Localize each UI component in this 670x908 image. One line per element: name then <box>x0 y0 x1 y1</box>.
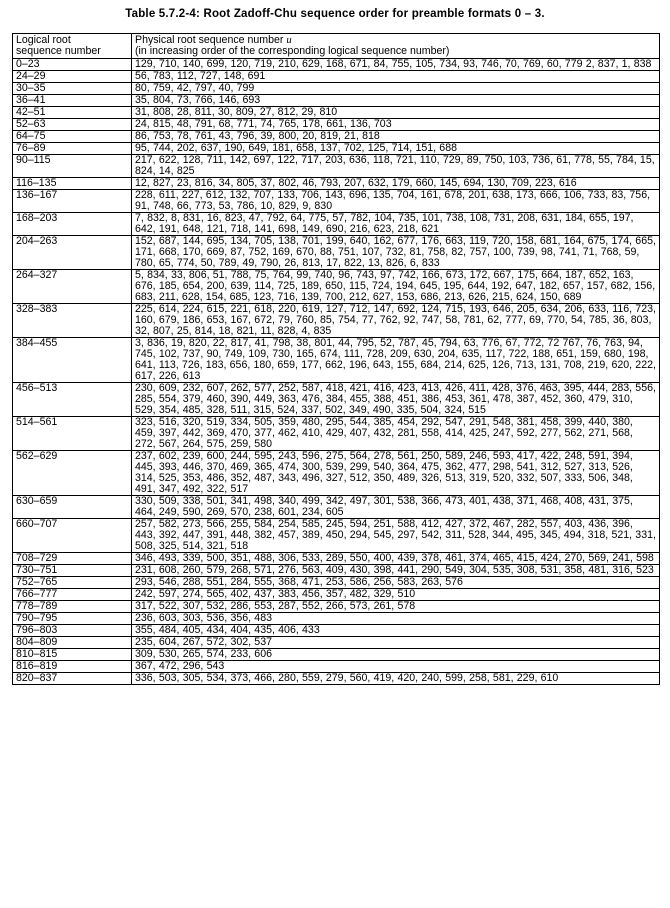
table-row <box>13 236 660 270</box>
logical-range-cell: 816–819 <box>13 661 132 673</box>
table-row <box>13 496 660 519</box>
physical-sequence-cell: 95, 744, 202, 637, 190, 649, 181, 658, 137, 702, 125, 714, 151, 688 <box>132 143 660 155</box>
physical-sequence-cell: 323, 516, 320, 519, 334, 505, 359, 480, 295, 544, 385, 454, 292, 547, 291, 548, 381, 458, 399, 440, 380, 459, 397, 442, 369, 470, 377, 462, 410, 429, 407, 432, 281, 558, 414, 425, 247, 592, 277, 562, 271, 568, 272, 567, 264, 575, 259, 580 <box>132 417 660 451</box>
physical-sequence-cell: 7, 832, 8, 831, 16, 823, 47, 792, 64, 775, 57, 782, 104, 735, 101, 738, 108, 731, 208, 631, 184, 655, 197, 642, 191, 648, 121, 718, 141, 698, 149, 690, 216, 623, 218, 621 <box>132 213 660 236</box>
logical-range-cell: 804–809 <box>13 637 132 649</box>
physical-root-symbol: u <box>286 35 292 46</box>
physical-sequence-cell: 231, 608, 260, 579, 268, 571, 276, 563, 409, 430, 398, 441, 290, 549, 304, 535, 308, 531, 358, 481, 316, 523 <box>132 565 660 577</box>
logical-range-cell: 116–135 <box>13 178 132 190</box>
physical-sequence-cell: 228, 611, 227, 612, 132, 707, 133, 706, 143, 696, 135, 704, 161, 678, 201, 638, 173, 666, 106, 733, 83, 756, 91, 748, 66, 773, 53, 786, 10, 829, 9, 830 <box>132 190 660 213</box>
logical-range-cell: 264–327 <box>13 270 132 304</box>
table-row <box>13 131 660 143</box>
logical-range-cell: 328–383 <box>13 304 132 338</box>
table-row <box>13 451 660 496</box>
column-header-physical-line2: (in increasing order of the corresponding logical sequence number) <box>135 45 450 57</box>
logical-range-cell: 514–561 <box>13 417 132 451</box>
logical-range-cell: 660–707 <box>13 519 132 553</box>
logical-range-cell: 204–263 <box>13 236 132 270</box>
physical-sequence-cell: 24, 815, 48, 791, 68, 771, 74, 765, 178, 661, 136, 703 <box>132 119 660 131</box>
physical-sequence-cell: 309, 530, 265, 574, 233, 606 <box>132 649 660 661</box>
physical-sequence-cell: 217, 622, 128, 711, 142, 697, 122, 717, 203, 636, 118, 721, 110, 729, 89, 750, 103, 736, 61, 778, 55, 784, 15, 824, 14, 825 <box>132 155 660 178</box>
table-row <box>13 673 660 685</box>
physical-sequence-cell: 293, 546, 288, 551, 284, 555, 368, 471, 253, 586, 256, 583, 263, 576 <box>132 577 660 589</box>
table-row <box>13 178 660 190</box>
logical-range-cell: 36–41 <box>13 95 132 107</box>
logical-range-cell: 52–63 <box>13 119 132 131</box>
table-row <box>13 601 660 613</box>
physical-sequence-cell: 367, 472, 296, 543 <box>132 661 660 673</box>
physical-sequence-cell: 237, 602, 239, 600, 244, 595, 243, 596, 275, 564, 278, 561, 250, 589, 246, 593, 417, 422, 248, 591, 394, 445, 393, 446, 370, 469, 365, 474, 300, 539, 299, 540, 364, 475, 362, 477, 298, 541, 312, 527, 313, 526, 314, 525, 353, 486, 352, 487, 343, 496, 327, 512, 350, 489, 326, 513, 319, 520, 332, 507, 333, 506, 348, 491, 347, 492, 322, 517 <box>132 451 660 496</box>
table-row <box>13 213 660 236</box>
logical-range-cell: 796–803 <box>13 625 132 637</box>
physical-sequence-cell: 346, 493, 339, 500, 351, 488, 306, 533, 289, 550, 400, 439, 378, 461, 374, 465, 415, 424, 270, 569, 241, 598 <box>132 553 660 565</box>
table-row <box>13 613 660 625</box>
table-row <box>13 417 660 451</box>
table-row <box>13 649 660 661</box>
physical-sequence-cell: 242, 597, 274, 565, 402, 437, 383, 456, 357, 482, 329, 510 <box>132 589 660 601</box>
physical-sequence-cell: 225, 614, 224, 615, 221, 618, 220, 619, 127, 712, 147, 692, 124, 715, 193, 646, 205, 634, 206, 633, 116, 723, 160, 679, 186, 653, 167, 672, 79, 760, 85, 754, 77, 762, 92, 747, 58, 781, 62, 777, 69, 770, 54, 785, 36, 803, 32, 807, 25, 814, 18, 821, 11, 828, 4, 835 <box>132 304 660 338</box>
physical-sequence-cell: 5, 834, 33, 806, 51, 788, 75, 764, 99, 740, 96, 743, 97, 742, 166, 673, 172, 667, 175, 664, 187, 652, 163, 676, 185, 654, 200, 639, 114, 725, 189, 650, 115, 724, 194, 645, 195, 644, 192, 647, 182, 657, 157, 682, 156, 683, 211, 628, 154, 685, 123, 716, 139, 700, 212, 627, 153, 686, 213, 626, 215, 624, 150, 689 <box>132 270 660 304</box>
logical-range-cell: 90–115 <box>13 155 132 178</box>
logical-range-cell: 630–659 <box>13 496 132 519</box>
table-row <box>13 338 660 383</box>
logical-range-cell: 168–203 <box>13 213 132 236</box>
table-row <box>13 270 660 304</box>
table-row <box>13 553 660 565</box>
logical-range-cell: 42–51 <box>13 107 132 119</box>
logical-range-cell: 384–455 <box>13 338 132 383</box>
physical-sequence-cell: 257, 582, 273, 566, 255, 584, 254, 585, 245, 594, 251, 588, 412, 427, 372, 467, 282, 557, 403, 436, 396, 443, 392, 447, 391, 448, 382, 457, 389, 450, 294, 545, 297, 542, 311, 528, 344, 495, 345, 494, 318, 521, 331, 508, 325, 514, 321, 518 <box>132 519 660 553</box>
table-row <box>13 107 660 119</box>
table-header-row <box>13 34 660 59</box>
logical-range-cell: 76–89 <box>13 143 132 155</box>
table-row <box>13 59 660 71</box>
table-row <box>13 71 660 83</box>
logical-range-cell: 562–629 <box>13 451 132 496</box>
table-row <box>13 119 660 131</box>
logical-range-cell: 752–765 <box>13 577 132 589</box>
column-header-logical-line1: Logical root <box>16 34 71 46</box>
physical-sequence-cell: 129, 710, 140, 699, 120, 719, 210, 629, 168, 671, 84, 755, 105, 734, 93, 746, 70, 769, 60, 779 2, 837, 1, 838 <box>132 59 660 71</box>
physical-sequence-cell: 355, 484, 405, 434, 404, 435, 406, 433 <box>132 625 660 637</box>
table-row <box>13 519 660 553</box>
column-header-physical-line1: Physical root sequence number <box>135 34 284 46</box>
zadoff-chu-table <box>12 33 660 685</box>
table-row <box>13 625 660 637</box>
table-row <box>13 589 660 601</box>
logical-range-cell: 456–513 <box>13 383 132 417</box>
logical-range-cell: 810–815 <box>13 649 132 661</box>
table-row <box>13 383 660 417</box>
physical-sequence-cell: 86, 753, 78, 761, 43, 796, 39, 800, 20, 819, 21, 818 <box>132 131 660 143</box>
logical-range-cell: 30–35 <box>13 83 132 95</box>
table-row <box>13 83 660 95</box>
physical-sequence-cell: 35, 804, 73, 766, 146, 693 <box>132 95 660 107</box>
logical-range-cell: 790–795 <box>13 613 132 625</box>
physical-sequence-cell: 12, 827, 23, 816, 34, 805, 37, 802, 46, 793, 207, 632, 179, 660, 145, 694, 130, 709, 223, 616 <box>132 178 660 190</box>
physical-sequence-cell: 336, 503, 305, 534, 373, 466, 280, 559, 279, 560, 419, 420, 240, 599, 258, 581, 229, 610 <box>132 673 660 685</box>
column-header-logical-line2: sequence number <box>16 45 101 57</box>
physical-sequence-cell: 230, 609, 232, 607, 262, 577, 252, 587, 418, 421, 416, 423, 413, 426, 411, 428, 376, 463, 395, 444, 283, 556, 285, 554, 379, 460, 390, 449, 363, 476, 384, 455, 388, 451, 386, 453, 361, 478, 387, 452, 360, 479, 310, 529, 354, 485, 328, 511, 315, 524, 337, 502, 349, 490, 335, 504, 324, 515 <box>132 383 660 417</box>
logical-range-cell: 766–777 <box>13 589 132 601</box>
table-row <box>13 304 660 338</box>
table-row <box>13 190 660 213</box>
logical-range-cell: 0–23 <box>13 59 132 71</box>
table-row <box>13 637 660 649</box>
logical-range-cell: 778–789 <box>13 601 132 613</box>
physical-sequence-cell: 236, 603, 303, 536, 356, 483 <box>132 613 660 625</box>
column-header-logical <box>13 34 132 59</box>
physical-sequence-cell: 317, 522, 307, 532, 286, 553, 287, 552, 266, 573, 261, 578 <box>132 601 660 613</box>
column-header-physical <box>132 34 660 59</box>
physical-sequence-cell: 152, 687, 144, 695, 134, 705, 138, 701, 199, 640, 162, 677, 176, 663, 119, 720, 158, 681, 164, 675, 174, 665, 171, 668, 170, 669, 87, 752, 169, 670, 88, 751, 107, 732, 81, 758, 82, 757, 100, 739, 98, 741, 71, 768, 59, 780, 65, 774, 50, 789, 49, 790, 26, 813, 17, 822, 13, 826, 6, 833 <box>132 236 660 270</box>
table-body <box>13 59 660 685</box>
logical-range-cell: 708–729 <box>13 553 132 565</box>
physical-sequence-cell: 80, 759, 42, 797, 40, 799 <box>132 83 660 95</box>
table-row <box>13 155 660 178</box>
physical-sequence-cell: 235, 604, 267, 572, 302, 537 <box>132 637 660 649</box>
table-row <box>13 661 660 673</box>
table-title: Table 5.7.2-4: Root Zadoff-Chu sequence order for preamble formats 0 – 3. <box>125 8 545 20</box>
physical-sequence-cell: 31, 808, 28, 811, 30, 809, 27, 812, 29, 810 <box>132 107 660 119</box>
table-row <box>13 577 660 589</box>
physical-sequence-cell: 330, 509, 338, 501, 341, 498, 340, 499, 342, 497, 301, 538, 366, 473, 401, 438, 371, 468, 408, 431, 375, 464, 249, 590, 269, 570, 238, 601, 234, 605 <box>132 496 660 519</box>
table-row <box>13 565 660 577</box>
physical-sequence-cell: 56, 783, 112, 727, 148, 691 <box>132 71 660 83</box>
table-row <box>13 143 660 155</box>
table-row <box>13 95 660 107</box>
logical-range-cell: 64–75 <box>13 131 132 143</box>
logical-range-cell: 730–751 <box>13 565 132 577</box>
logical-range-cell: 24–29 <box>13 71 132 83</box>
logical-range-cell: 136–167 <box>13 190 132 213</box>
physical-sequence-cell: 3, 836, 19, 820, 22, 817, 41, 798, 38, 801, 44, 795, 52, 787, 45, 794, 63, 776, 67, 772, 72 767, 76, 763, 94, 745, 102, 737, 90, 749, 109, 730, 165, 674, 111, 728, 209, 630, 204, 635, 117, 722, 188, 651, 159, 680, 198, 641, 113, 726, 183, 656, 180, 659, 177, 662, 196, 643, 155, 684, 214, 625, 126, 713, 131, 708, 219, 620, 222, 617, 226, 613 <box>132 338 660 383</box>
logical-range-cell: 820–837 <box>13 673 132 685</box>
